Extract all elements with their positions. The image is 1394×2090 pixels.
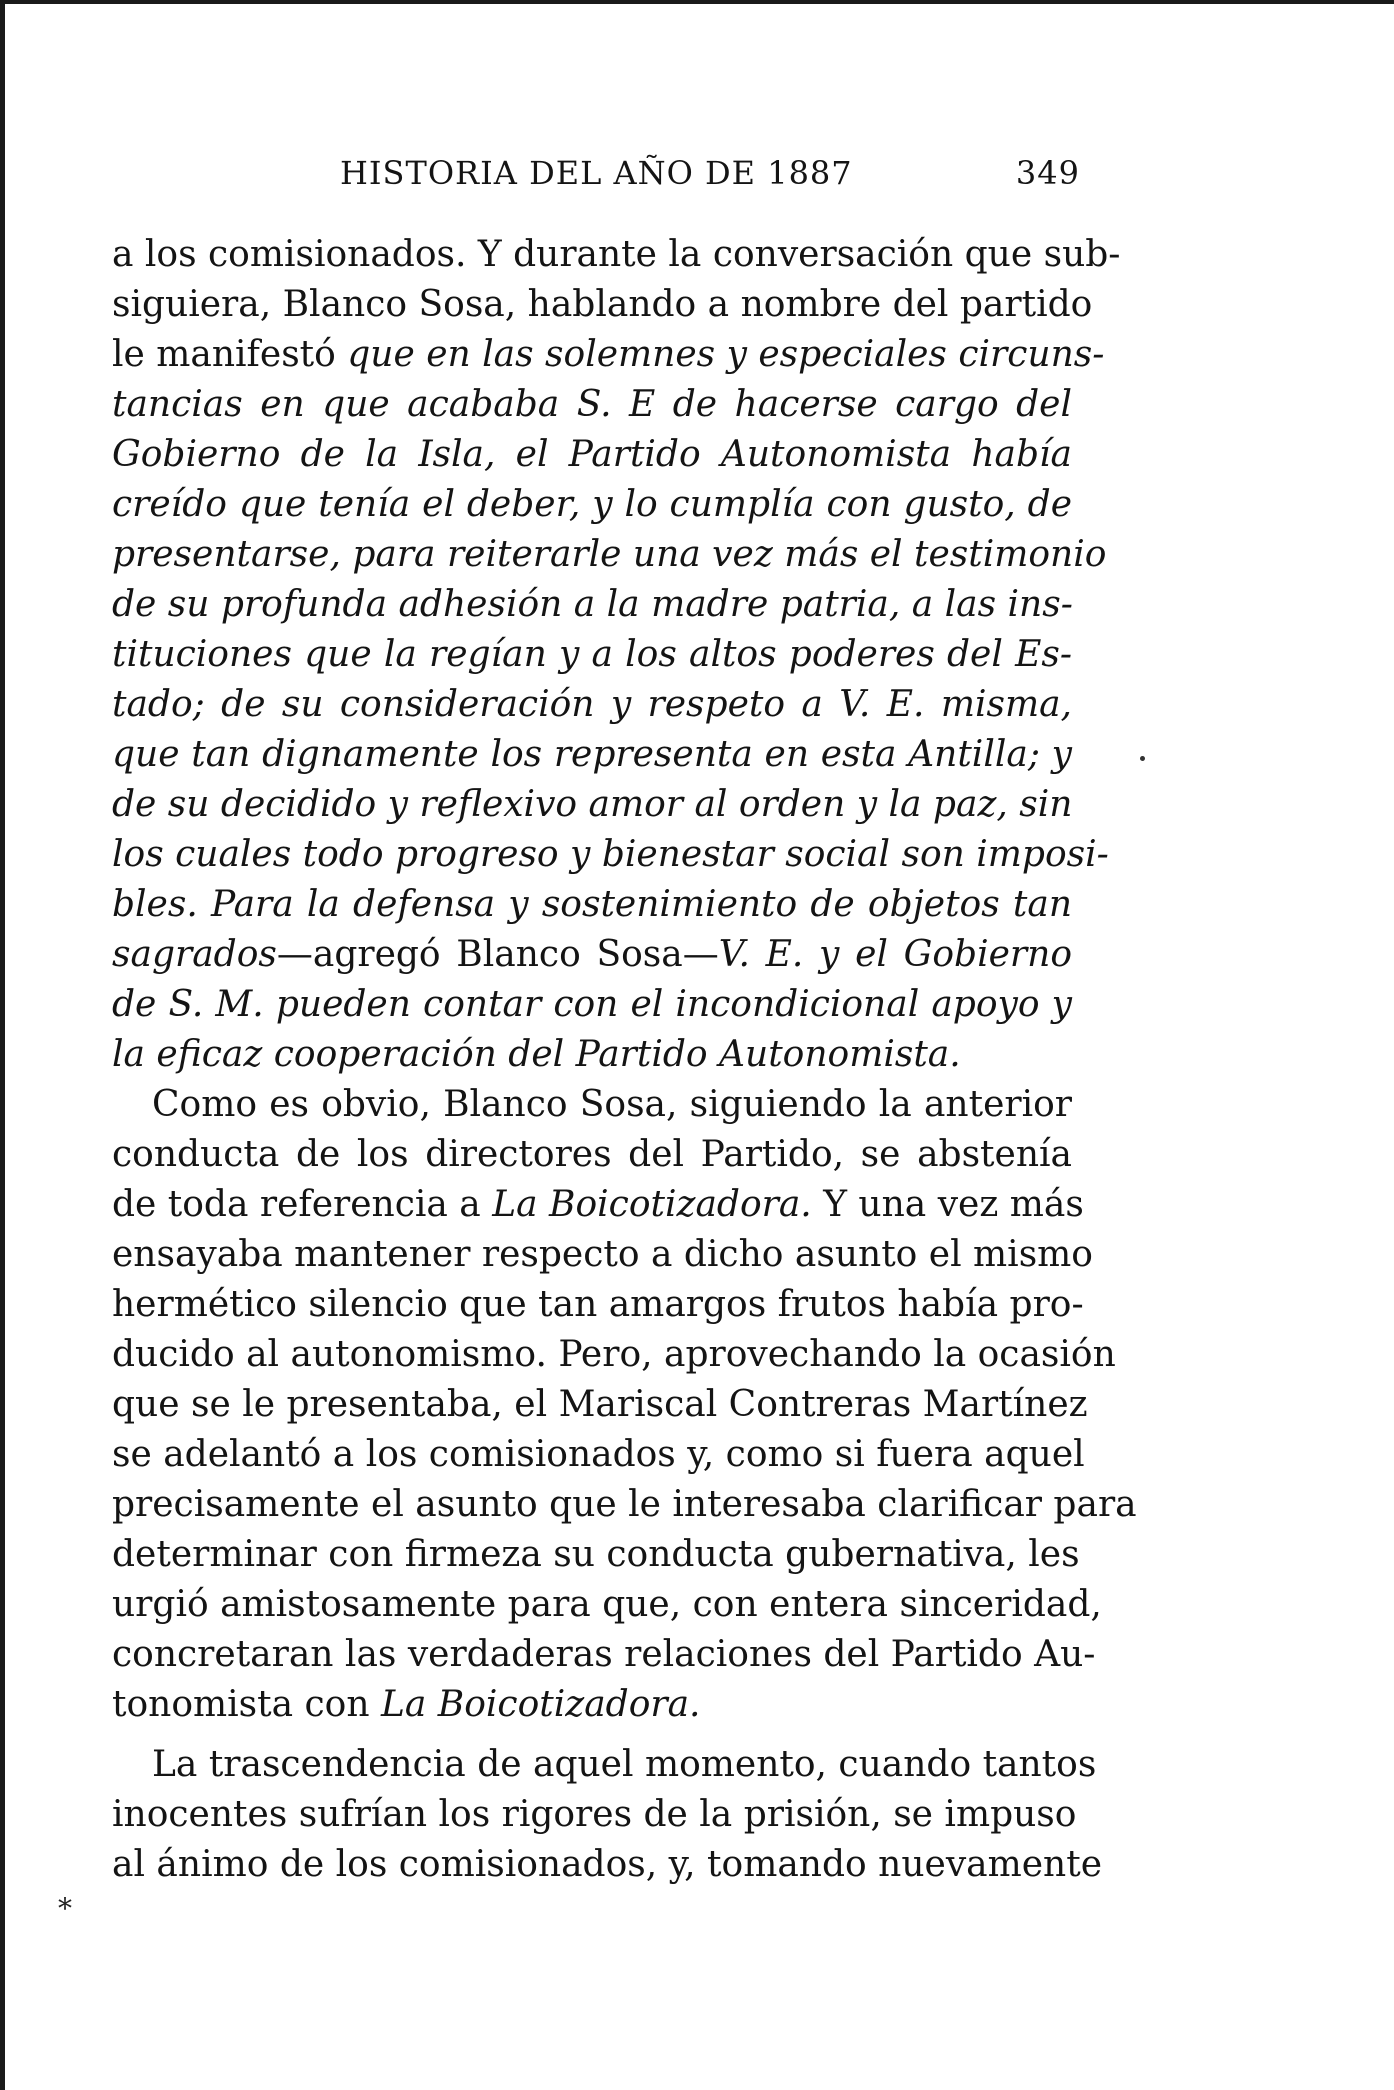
print-speck: [1140, 756, 1145, 761]
text-line: [112, 280, 1093, 330]
text-line: [112, 230, 1121, 280]
text-line: [112, 980, 1072, 1030]
roman-text: hermético silencio que tan amargos frutos había pro-: [112, 1284, 1084, 1325]
roman-text: a los comisionados. Y durante la conversación que sub-: [112, 234, 1121, 275]
text-line: [112, 1030, 1072, 1080]
body-text: [112, 230, 1137, 1890]
margin-mark: *: [58, 1892, 72, 1925]
text-line: [112, 1330, 1116, 1380]
italic-text: que en las solemnes y especiales circuns-: [347, 334, 1105, 375]
italic-text: La Boicotizadora.: [380, 1684, 701, 1725]
italic-text: creído que tenía el deber, y lo cumplía con gusto, de: [112, 484, 1072, 525]
text-line: [112, 1840, 1103, 1890]
roman-text: urgió amistosamente para que, con entera sinceridad,: [112, 1584, 1102, 1625]
text-line: [112, 1580, 1102, 1630]
roman-text: —agregó Blanco Sosa—: [276, 934, 719, 975]
text-line: [112, 1380, 1088, 1430]
text-line: [112, 480, 1072, 530]
text-line: [112, 880, 1072, 930]
italic-text: Gobierno de la Isla, el Partido Autonomista había: [112, 434, 1072, 475]
text-line: [112, 630, 1072, 680]
page-number: 349: [1015, 154, 1080, 192]
text-line: [112, 1280, 1084, 1330]
roman-text: al ánimo de los comisionados, y, tomando nuevamente: [112, 1844, 1103, 1885]
italic-text: V. E. y el Gobierno: [718, 934, 1072, 975]
text-line: [112, 1180, 1084, 1230]
italic-text: de S. M. pueden contar con el incondicional apoyo y: [112, 984, 1072, 1025]
roman-text: ducido al autonomismo. Pero, aprovechando la ocasión: [112, 1334, 1116, 1375]
roman-text: tonomista con: [112, 1684, 381, 1725]
text-line: [112, 380, 1072, 430]
roman-text: determinar con firmeza su conducta gubernativa, les: [112, 1534, 1080, 1575]
text-line: [112, 330, 1105, 380]
text-line: [112, 1630, 1096, 1680]
text-line: [112, 730, 1072, 780]
scan-border-left: [0, 0, 5, 2090]
italic-text: de su decidido y reflexivo amor al orden y la paz, sin: [112, 784, 1073, 825]
roman-text: precisamente el asunto que le interesaba clarificar para: [112, 1484, 1137, 1525]
italic-text: que tan dignamente los representa en esta Antilla; y: [112, 734, 1072, 775]
italic-text: tancias en que acababa S. E de hacerse cargo del: [112, 384, 1072, 425]
roman-text: Como es obvio, Blanco Sosa, siguiendo la anterior: [152, 1084, 1072, 1125]
running-header: [340, 140, 1080, 200]
text-line: [112, 530, 1107, 580]
text-line: [112, 1480, 1137, 1530]
text-line: [112, 430, 1072, 480]
roman-text: siguiera, Blanco Sosa, hablando a nombre del partido: [112, 284, 1093, 325]
roman-text: ensayaba mantener respecto a dicho asunto el mismo: [112, 1234, 1093, 1275]
text-line: [112, 1740, 1097, 1790]
scan-border-top: [0, 0, 1394, 4]
italic-text: tituciones que la regían y a los altos poderes del Es-: [112, 634, 1072, 675]
running-title: HISTORIA DEL AÑO DE 1887: [340, 154, 853, 192]
italic-text: bles. Para la defensa y sostenimiento de objetos tan: [112, 884, 1072, 925]
roman-text: concretaran las verdaderas relaciones del Partido Au-: [112, 1634, 1096, 1675]
roman-text: Y una vez más: [811, 1184, 1084, 1225]
italic-text: sagrados: [112, 934, 277, 975]
roman-text: La trascendencia de aquel momento, cuando tantos: [152, 1744, 1097, 1785]
text-line: [112, 830, 1109, 880]
italic-text: presentarse, para reiterarle una vez más el testimonio: [112, 534, 1107, 575]
text-line: [112, 1230, 1093, 1280]
text-line: [112, 780, 1072, 830]
roman-text: se adelantó a los comisionados y, como si fuera aquel: [112, 1434, 1085, 1475]
text-line: [112, 1680, 1072, 1730]
text-line: [112, 680, 1072, 730]
italic-text: de su profunda adhesión a la madre patria, a las ins-: [112, 584, 1073, 625]
text-line: [112, 1430, 1085, 1480]
text-line: [112, 930, 1072, 980]
roman-text: le manifestó: [112, 334, 348, 375]
italic-text: los cuales todo progreso y bienestar social son imposi-: [112, 834, 1109, 875]
text-line: [112, 1530, 1080, 1580]
text-line: [112, 580, 1072, 630]
roman-text: inocentes sufrían los rigores de la prisión, se impuso: [112, 1794, 1077, 1835]
roman-text: conducta de los directores del Partido, se abstenía: [112, 1134, 1072, 1175]
italic-text: La Boicotizadora.: [492, 1184, 812, 1225]
text-line: [112, 1790, 1077, 1840]
roman-text: que se le presentaba, el Mariscal Contreras Martínez: [112, 1384, 1088, 1425]
text-line: [112, 1080, 1072, 1130]
text-line: [112, 1130, 1072, 1180]
italic-text: la eficaz cooperación del Partido Autonomista.: [112, 1034, 961, 1075]
italic-text: tado; de su consideración y respeto a V. E. misma,: [112, 684, 1072, 725]
roman-text: de toda referencia a: [112, 1184, 493, 1225]
